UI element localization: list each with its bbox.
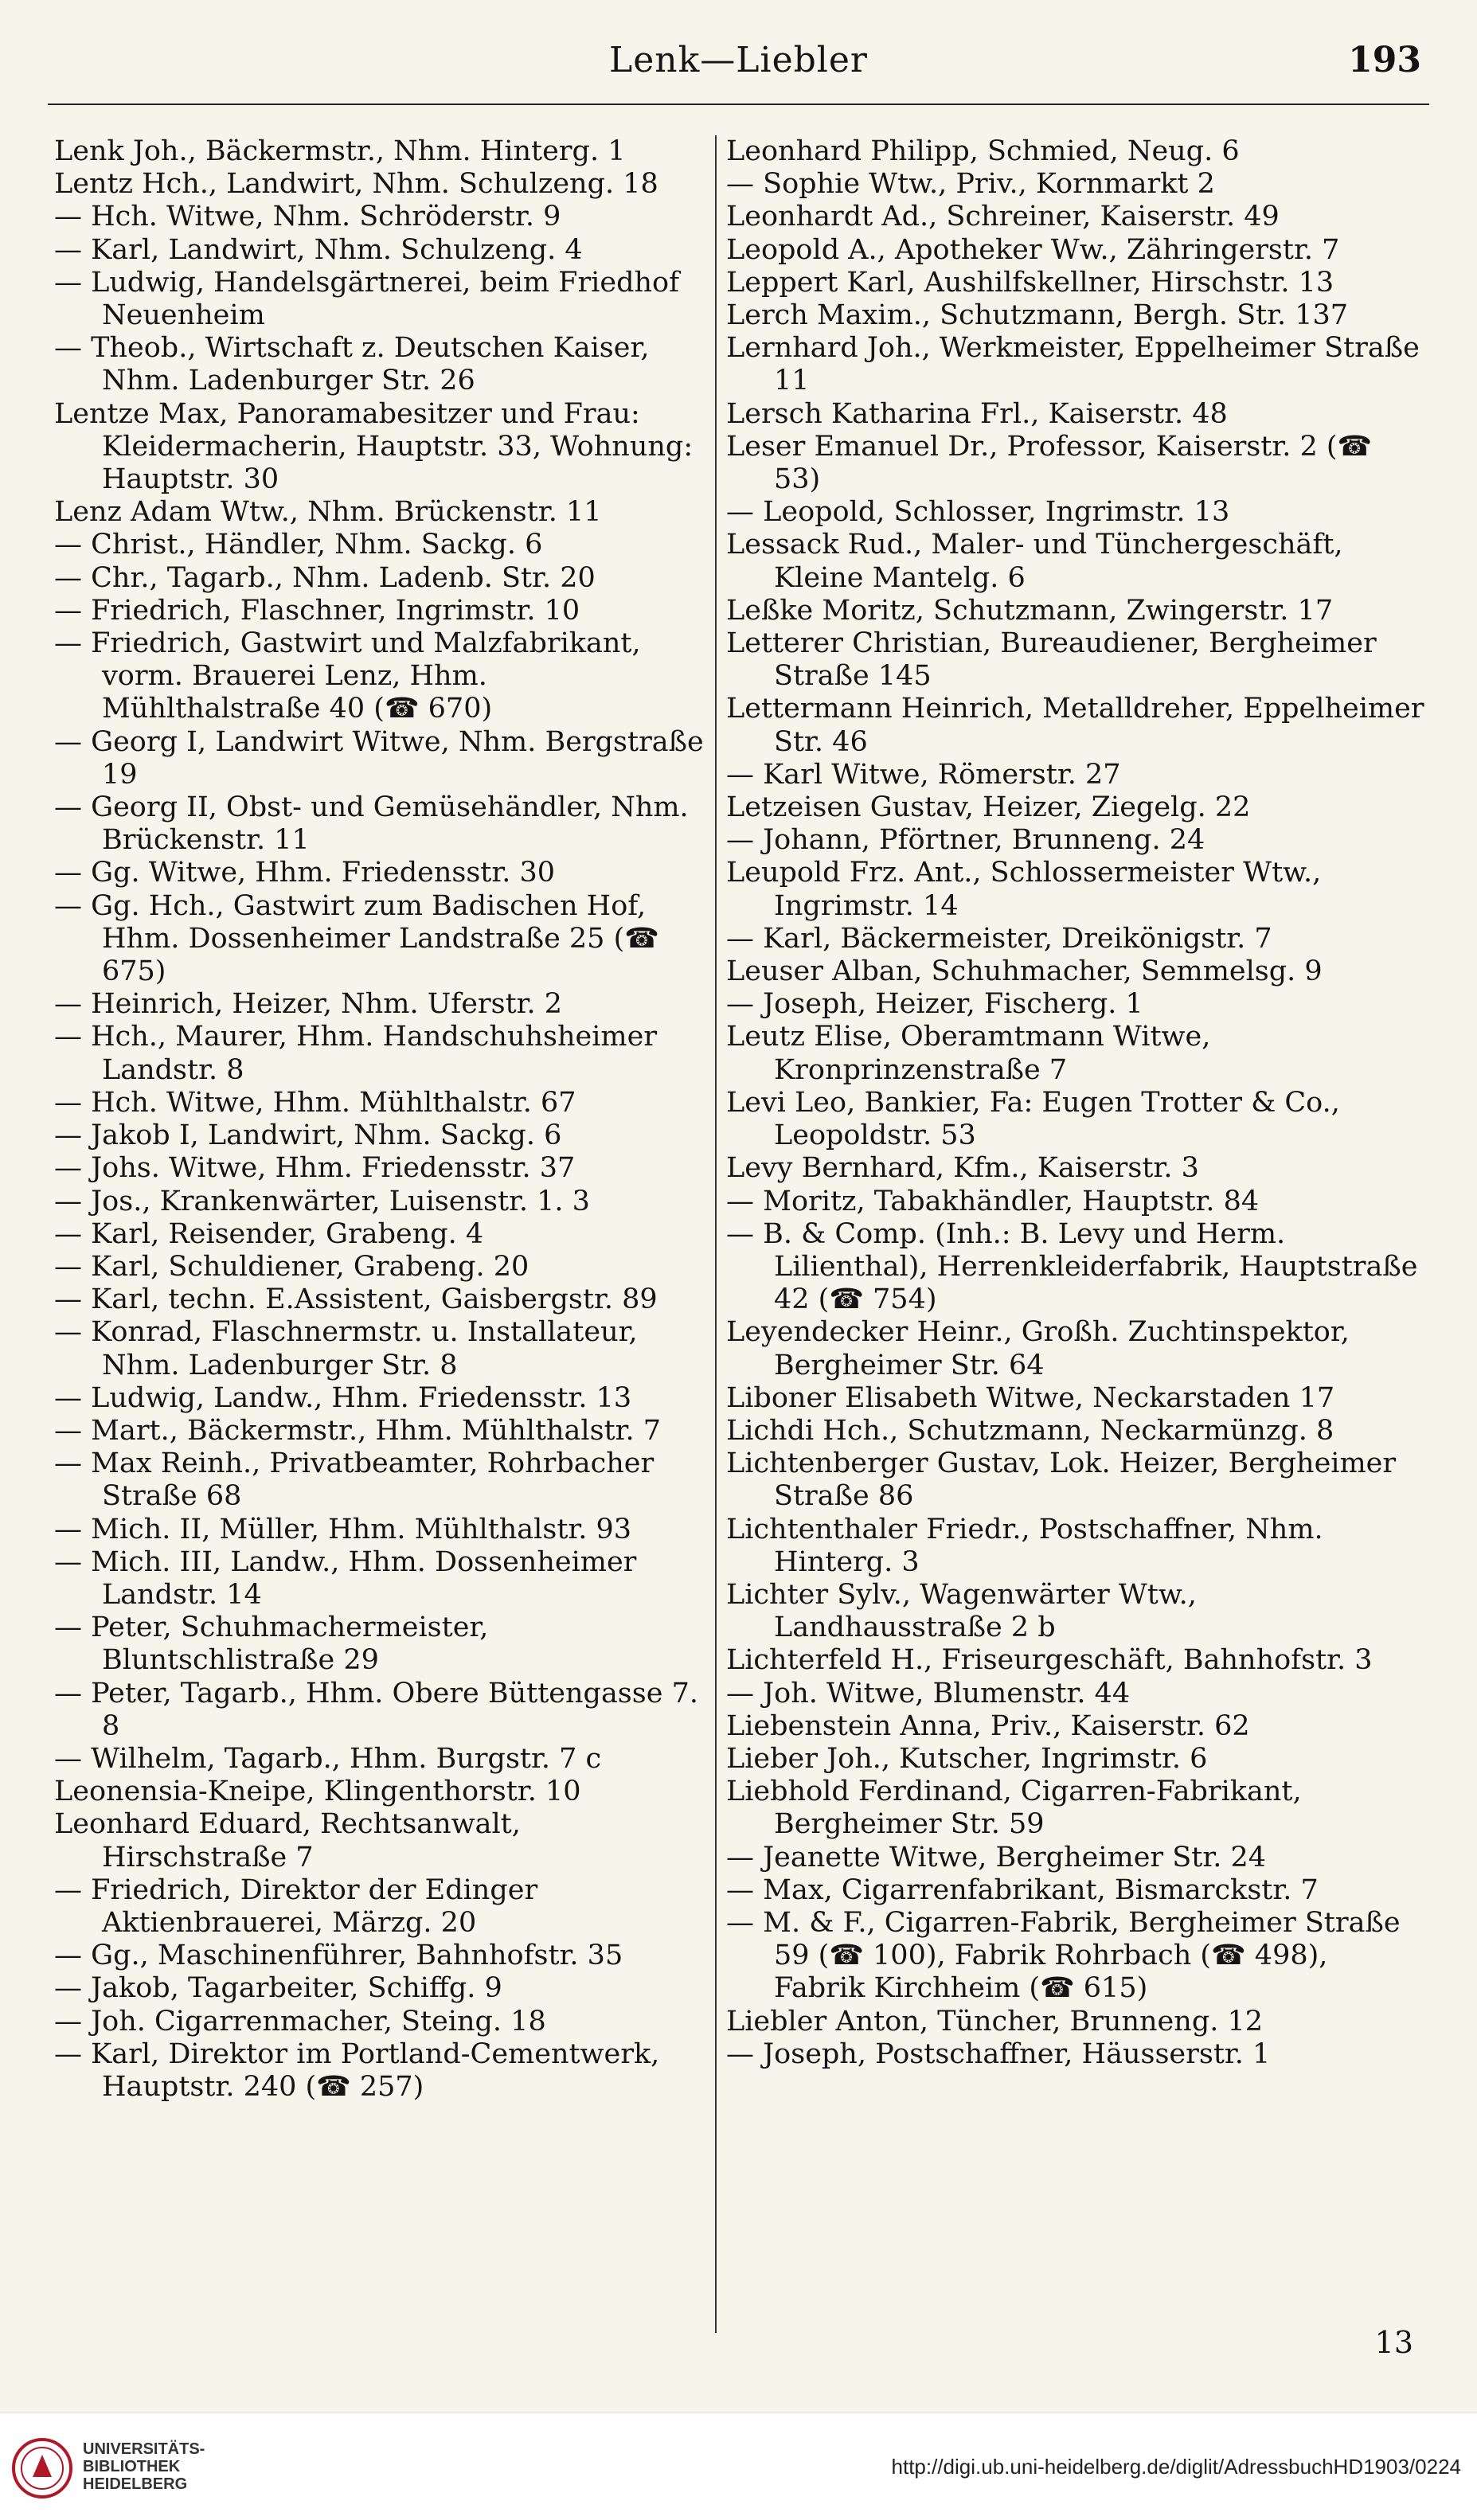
directory-entry: — Gg. Witwe, Hhm. Friedensstr. 30 — [54, 857, 556, 889]
directory-entry: Lieber Joh., Kutscher, Ingrimstr. 6 — [726, 1742, 1208, 1775]
directory-entry: Leonhard Philipp, Schmied, Neug. 6 — [726, 135, 1240, 167]
directory-entry: — Karl, techn. E.Assistent, Gaisbergstr. 89 — [54, 1283, 658, 1316]
directory-entry: — Max Reinh., Privatbeamter, Rohrbacher Straße 68 — [54, 1448, 654, 1513]
directory-entry: — Friedrich, Direktor der Edinger Aktienbrauerei, Märzg. 20 — [54, 1873, 538, 1939]
library-name-line: HEIDELBERG — [83, 2475, 188, 2493]
directory-entry: — Georg I, Landwirt Witwe, Nhm. Bergstraße 19 — [54, 725, 704, 791]
directory-entry: — Hch., Maurer, Hhm. Handschuhsheimer Landstr. 8 — [54, 1021, 658, 1086]
directory-entry: — Wilhelm, Tagarb., Hhm. Burgstr. 7 c — [54, 1742, 602, 1775]
directory-entry: — Karl, Reisender, Grabeng. 4 — [54, 1217, 484, 1250]
directory-entry: — Chr., Tagarb., Nhm. Ladenb. Str. 20 — [54, 561, 596, 594]
directory-entry: — Konrad, Flaschnermstr. u. Installateur, Nhm. Ladenburger Str. 8 — [54, 1316, 638, 1381]
library-name — [83, 2440, 205, 2493]
directory-entry: Lentze Max, Panoramabesitzer und Frau: Kleidermacherin, Hauptstr. 33, Wohnung: Hauptstr. 30 — [54, 397, 694, 496]
directory-entry: — Peter, Tagarb., Hhm. Obere Büttengasse 7. 8 — [54, 1677, 698, 1742]
directory-entry: — Joh. Witwe, Blumenstr. 44 — [726, 1677, 1131, 1709]
directory-entry: — Ludwig, Landw., Hhm. Friedensstr. 13 — [54, 1381, 632, 1414]
directory-entry: Lettermann Heinrich, Metalldreher, Eppelheimer Str. 46 — [726, 693, 1424, 758]
library-seal-icon — [11, 2437, 73, 2499]
directory-entry: — Theob., Wirtschaft z. Deutschen Kaiser, Nhm. Ladenburger Str. 26 — [54, 332, 650, 397]
directory-entry: Liebenstein Anna, Priv., Kaiserstr. 62 — [726, 1709, 1250, 1742]
directory-entry: Lichter Sylv., Wagenwärter Wtw., Landhausstraße 2 b — [726, 1578, 1197, 1644]
directory-entry: — Jos., Krankenwärter, Luisenstr. 1. 3 — [54, 1185, 590, 1217]
directory-entry: — Friedrich, Flaschner, Ingrimstr. 10 — [54, 594, 580, 627]
left-column — [54, 135, 707, 2349]
directory-entry: Leonhard Eduard, Rechtsanwalt, Hirschstraße 7 — [54, 1808, 521, 1873]
directory-entry: — M. & F., Cigarren-Fabrik, Bergheimer Straße 59 (☎ 100), Fabrik Rohrbach (☎ 498), Fabrik Kirchheim (☎ 615) — [726, 1906, 1401, 2005]
directory-entry: — Gg., Maschinenführer, Bahnhofstr. 35 — [54, 1940, 623, 1972]
directory-entry: Lichdi Hch., Schutzmann, Neckarmünzg. 8 — [726, 1414, 1334, 1447]
page-header — [48, 40, 1429, 105]
directory-entry: — Ludwig, Handelsgärtnerei, beim Friedhof Neuenheim — [54, 266, 680, 332]
directory-entry: — Karl, Landwirt, Nhm. Schulzeng. 4 — [54, 233, 583, 266]
column-divider — [715, 135, 717, 2333]
running-title: Lenk—Liebler — [609, 40, 868, 80]
directory-entry: Lessack Rud., Maler- und Tünchergeschäft, Kleine Mantelg. 6 — [726, 529, 1343, 594]
directory-entry: Liebhold Ferdinand, Cigarren-Fabrikant, Bergheimer Str. 59 — [726, 1776, 1302, 1841]
directory-entry: Lenz Adam Wtw., Nhm. Brückenstr. 11 — [54, 496, 602, 529]
directory-entry: — Hch. Witwe, Hhm. Mühlthalstr. 67 — [54, 1086, 576, 1119]
directory-entry: Leßke Moritz, Schutzmann, Zwingerstr. 17 — [726, 594, 1334, 627]
directory-entry: Leuser Alban, Schuhmacher, Semmelsg. 9 — [726, 955, 1323, 988]
directory-entry: Levi Leo, Bankier, Fa: Eugen Trotter & Co., Leopoldstr. 53 — [726, 1086, 1340, 1152]
directory-entry: Lernhard Joh., Werkmeister, Eppelheimer Straße 11 — [726, 332, 1420, 397]
directory-entry: — Mart., Bäckermstr., Hhm. Mühlthalstr. 7 — [54, 1414, 662, 1447]
directory-entry: — Jeanette Witwe, Bergheimer Str. 24 — [726, 1841, 1266, 1873]
directory-entry: — B. & Comp. (Inh.: B. Levy und Herm. Lilienthal), Herrenkleiderfabrik, Hauptstraße 42 (☎ 754) — [726, 1217, 1418, 1316]
directory-entry: — Heinrich, Heizer, Nhm. Uferstr. 2 — [54, 988, 563, 1021]
directory-entry: — Joseph, Postschaffner, Häusserstr. 1 — [726, 2037, 1271, 2070]
directory-entry: — Christ., Händler, Nhm. Sackg. 6 — [54, 529, 543, 561]
directory-entry: — Joh. Cigarrenmacher, Steing. 18 — [54, 2005, 546, 2037]
directory-entry: Liboner Elisabeth Witwe, Neckarstaden 17 — [726, 1381, 1335, 1414]
directory-entry: Leppert Karl, Aushilfskellner, Hirschstr. 13 — [726, 266, 1334, 299]
directory-entry: Lichtenberger Gustav, Lok. Heizer, Bergheimer Straße 86 — [726, 1448, 1397, 1513]
directory-entry: Letzeisen Gustav, Heizer, Ziegelg. 22 — [726, 791, 1251, 824]
directory-entry: Leutz Elise, Oberamtmann Witwe, Kronprinzenstraße 7 — [726, 1021, 1211, 1086]
directory-entry: Letterer Christian, Bureaudiener, Bergheimer Straße 145 — [726, 627, 1377, 693]
directory-entry: Lentz Hch., Landwirt, Nhm. Schulzeng. 18 — [54, 168, 658, 201]
directory-entry: Leopold A., Apotheker Ww., Zähringerstr. 7 — [726, 233, 1340, 266]
directory-entry: — Max, Cigarrenfabrikant, Bismarckstr. 7 — [726, 1873, 1319, 1906]
directory-entry: — Hch. Witwe, Nhm. Schröderstr. 9 — [54, 201, 561, 233]
directory-entry: — Karl, Direktor im Portland-Cementwerk, Hauptstr. 240 (☎ 257) — [54, 2037, 660, 2103]
library-name-line: UNIVERSITÄTS- — [83, 2440, 205, 2458]
directory-entry: — Georg II, Obst- und Gemüsehändler, Nhm. Brückenstr. 11 — [54, 791, 689, 857]
directory-entry: Lenk Joh., Bäckermstr., Nhm. Hinterg. 1 — [54, 135, 626, 167]
directory-entry: — Friedrich, Gastwirt und Malzfabrikant, vorm. Brauerei Lenz, Hhm. Mühlthalstraße 40 (☎ 670) — [54, 627, 641, 725]
directory-entry: — Peter, Schuhmachermeister, Bluntschlistraße 29 — [54, 1612, 489, 1677]
library-name-line: BIBLIOTHEK — [83, 2458, 181, 2475]
directory-entry: — Jakob I, Landwirt, Nhm. Sackg. 6 — [54, 1119, 562, 1152]
right-column — [726, 135, 1427, 2349]
directory-entry: Liebler Anton, Tüncher, Brunneng. 12 — [726, 2005, 1264, 2037]
directory-entry: Lerch Maxim., Schutzmann, Bergh. Str. 137 — [726, 299, 1349, 332]
directory-entry: — Mich. II, Müller, Hhm. Mühlthalstr. 93 — [54, 1513, 632, 1545]
source-url-link[interactable]: http://digi.ub.uni-heidelberg.de/diglit/AdressbuchHD1903/0224 — [891, 2455, 1461, 2479]
directory-entry: — Sophie Wtw., Priv., Kornmarkt 2 — [726, 168, 1215, 201]
directory-entry: — Jakob, Tagarbeiter, Schiffg. 9 — [54, 1972, 502, 2005]
signature-mark: 13 — [1374, 2325, 1413, 2360]
directory-entry: Leonensia-Kneipe, Klingenthorstr. 10 — [54, 1776, 581, 1808]
directory-entry: Leonhardt Ad., Schreiner, Kaiserstr. 49 — [726, 201, 1280, 233]
footer-bar — [0, 2413, 1477, 2520]
directory-entry: — Moritz, Tabakhändler, Hauptstr. 84 — [726, 1185, 1260, 1217]
directory-entry: — Joseph, Heizer, Fischerg. 1 — [726, 988, 1143, 1021]
directory-entry: — Johs. Witwe, Hhm. Friedensstr. 37 — [54, 1152, 576, 1185]
directory-entry: — Karl, Schuldiener, Grabeng. 20 — [54, 1250, 529, 1283]
directory-entry: — Leopold, Schlosser, Ingrimstr. 13 — [726, 496, 1230, 529]
directory-entry: — Karl Witwe, Römerstr. 27 — [726, 758, 1121, 791]
directory-entry: Lichterfeld H., Friseurgeschäft, Bahnhofstr. 3 — [726, 1644, 1373, 1677]
directory-entry: — Karl, Bäckermeister, Dreikönigstr. 7 — [726, 922, 1272, 955]
directory-entry: Leser Emanuel Dr., Professor, Kaiserstr. 2 (☎ 53) — [726, 430, 1373, 496]
directory-entry: — Gg. Hch., Gastwirt zum Badischen Hof, Hhm. Dossenheimer Landstraße 25 (☎ 675) — [54, 889, 659, 988]
page-number: 193 — [1348, 40, 1421, 80]
directory-entry: — Johann, Pförtner, Brunneng. 24 — [726, 824, 1205, 857]
directory-entry: — Mich. III, Landw., Hhm. Dossenheimer Landstr. 14 — [54, 1545, 637, 1611]
directory-entry: Levy Bernhard, Kfm., Kaiserstr. 3 — [726, 1152, 1199, 1185]
directory-entry: Leyendecker Heinr., Großh. Zuchtinspektor, Bergheimer Str. 64 — [726, 1316, 1350, 1381]
directory-entry: Leupold Frz. Ant., Schlossermeister Wtw., Ingrimstr. 14 — [726, 857, 1322, 922]
directory-entry: Lichtenthaler Friedr., Postschaffner, Nhm. Hinterg. 3 — [726, 1513, 1323, 1578]
directory-entry: Lersch Katharina Frl., Kaiserstr. 48 — [726, 397, 1228, 430]
